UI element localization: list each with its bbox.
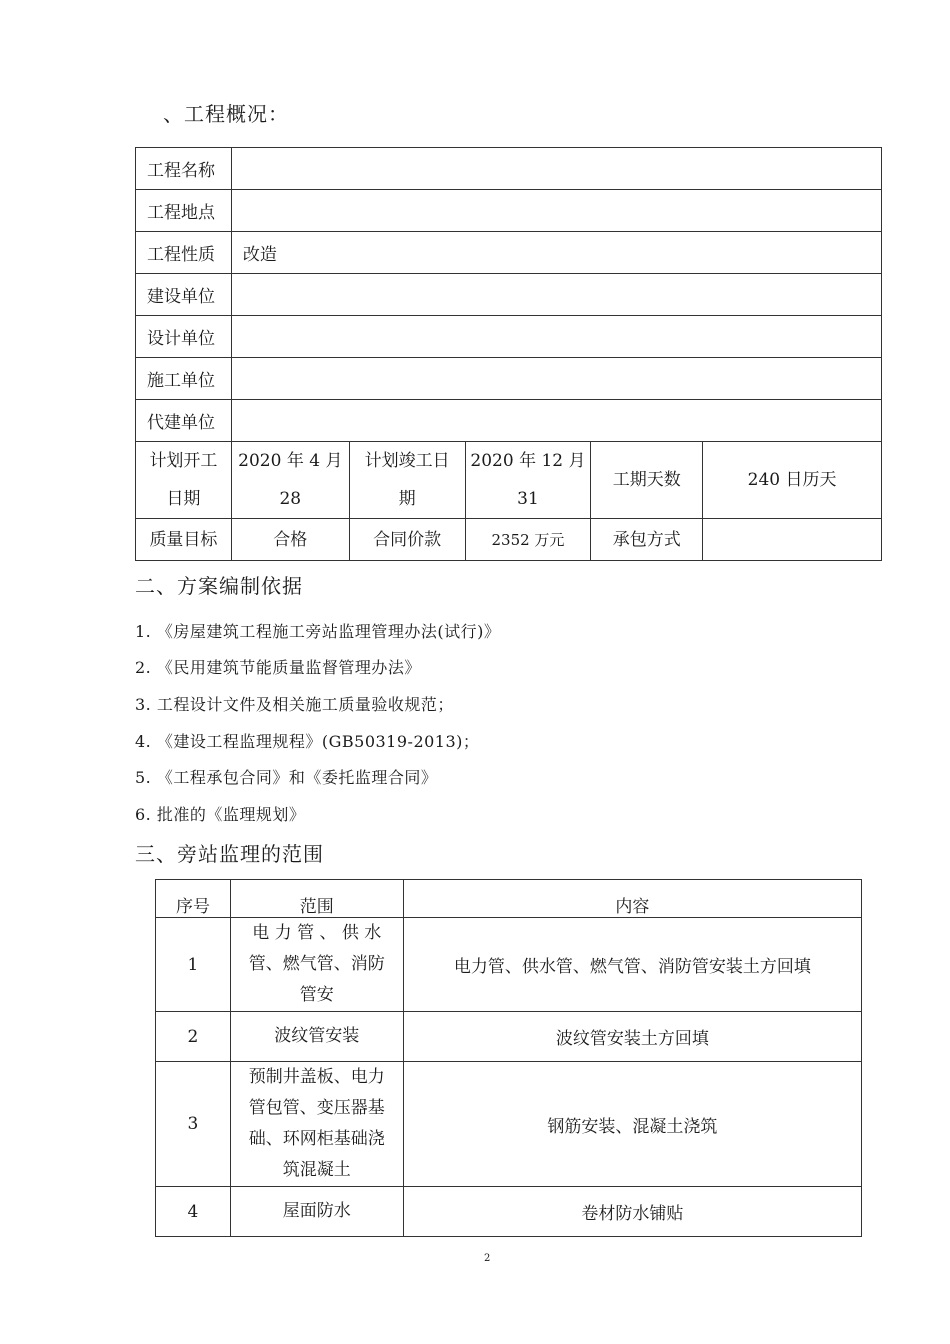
section3-title: 三、旁站监理的范围 xyxy=(135,842,324,866)
overview-row xyxy=(136,190,882,232)
header-content: 内容 xyxy=(403,880,861,918)
row-scope xyxy=(230,918,403,1012)
header-no: 序号 xyxy=(156,880,231,918)
schedule-row xyxy=(136,442,882,519)
row-scope xyxy=(230,1187,403,1237)
overview-row xyxy=(136,400,882,442)
project-overview-table xyxy=(135,147,882,561)
overview-row xyxy=(136,316,882,358)
overview-value xyxy=(231,148,881,190)
page-number: 2 xyxy=(484,1253,491,1264)
section2-title: 二、方案编制依据 xyxy=(135,574,303,598)
overview-label: 建设单位 xyxy=(136,274,232,316)
table-row xyxy=(156,1012,862,1062)
table-header-row xyxy=(156,880,862,918)
duration-value: 240 日历天 xyxy=(703,442,882,519)
start-date-value-line: 2020 年 4 月 xyxy=(238,451,343,471)
start-date-label-line: 计划开工 xyxy=(149,451,218,471)
end-date-label xyxy=(349,442,465,519)
basis-item: 5. 《工程承包合同》和《委托监理合同》 xyxy=(135,768,438,787)
header-scope: 范围 xyxy=(230,880,403,918)
basis-item: 6. 批准的《监理规划》 xyxy=(135,805,306,824)
end-date-value xyxy=(465,442,591,519)
overview-label: 设计单位 xyxy=(136,316,232,358)
basis-item: 1. 《房屋建筑工程施工旁站监理管理办法(试行)》 xyxy=(135,622,501,641)
overview-label: 工程性质 xyxy=(136,232,232,274)
table-row xyxy=(156,918,862,1012)
start-date-value xyxy=(231,442,349,519)
row-content: 波纹管安装土方回填 xyxy=(403,1012,861,1062)
row-content: 钢筋安装、混凝土浇筑 xyxy=(403,1062,861,1187)
basis-item: 3. 工程设计文件及相关施工质量验收规范； xyxy=(135,695,454,714)
overview-value xyxy=(231,400,881,442)
row-scope xyxy=(230,1012,403,1062)
table-row xyxy=(156,1187,862,1237)
table-row xyxy=(156,1062,862,1187)
price-value: 2352 万元 xyxy=(465,519,591,561)
scope-line: 波纹管安装 xyxy=(274,1026,360,1046)
quality-value: 合格 xyxy=(231,519,349,561)
scope-line: 管、燃气管、消防 xyxy=(248,954,385,974)
end-date-label-line: 计划竣工日 xyxy=(364,451,450,471)
row-no: 2 xyxy=(156,1012,231,1062)
price-label: 合同价款 xyxy=(349,519,465,561)
overview-value xyxy=(231,358,881,400)
scope-line: 管安 xyxy=(299,985,334,1005)
row-no: 1 xyxy=(156,918,231,1012)
row-no: 4 xyxy=(156,1187,231,1237)
basis-item: 4. 《建设工程监理规程》(GB50319-2013)； xyxy=(135,732,480,751)
overview-value: 改造 xyxy=(231,232,881,274)
start-date-label xyxy=(136,442,232,519)
row-content: 电力管、供水管、燃气管、消防管安装土方回填 xyxy=(403,918,861,1012)
contract-method-value xyxy=(703,519,882,561)
overview-row xyxy=(136,232,882,274)
end-date-label-line: 期 xyxy=(398,489,416,509)
overview-label: 施工单位 xyxy=(136,358,232,400)
start-date-value-line: 28 xyxy=(279,489,302,509)
overview-value xyxy=(231,190,881,232)
section1-title: 、工程概况： xyxy=(163,102,289,126)
overview-label: 工程名称 xyxy=(136,148,232,190)
overview-row xyxy=(136,358,882,400)
overview-label: 工程地点 xyxy=(136,190,232,232)
scope-line: 础、环网柜基础浇 xyxy=(248,1129,385,1149)
scope-line: 电 力 管 、 供 水 xyxy=(252,923,382,943)
overview-row xyxy=(136,274,882,316)
scope-line: 屋面防水 xyxy=(282,1201,351,1221)
end-date-value-line: 31 xyxy=(517,489,539,509)
duration-label: 工期天数 xyxy=(591,442,703,519)
row-no: 3 xyxy=(156,1062,231,1187)
row-content: 卷材防水铺贴 xyxy=(403,1187,861,1237)
contract-method-label: 承包方式 xyxy=(591,519,703,561)
overview-row xyxy=(136,148,882,190)
quality-row xyxy=(136,519,882,561)
row-scope xyxy=(230,1062,403,1187)
end-date-value-line: 2020 年 12 月 xyxy=(470,451,586,471)
supervision-scope-table xyxy=(155,879,862,1237)
scope-line: 预制井盖板、电力 xyxy=(248,1067,385,1087)
basis-item: 2. 《民用建筑节能质量监督管理办法》 xyxy=(135,658,421,677)
overview-value xyxy=(231,274,881,316)
scope-line: 管包管、变压器基 xyxy=(248,1098,385,1118)
overview-label: 代建单位 xyxy=(136,400,232,442)
quality-label: 质量目标 xyxy=(136,519,232,561)
scope-line: 筑混凝土 xyxy=(282,1160,351,1180)
overview-value xyxy=(231,316,881,358)
start-date-label-line: 日期 xyxy=(166,489,201,509)
